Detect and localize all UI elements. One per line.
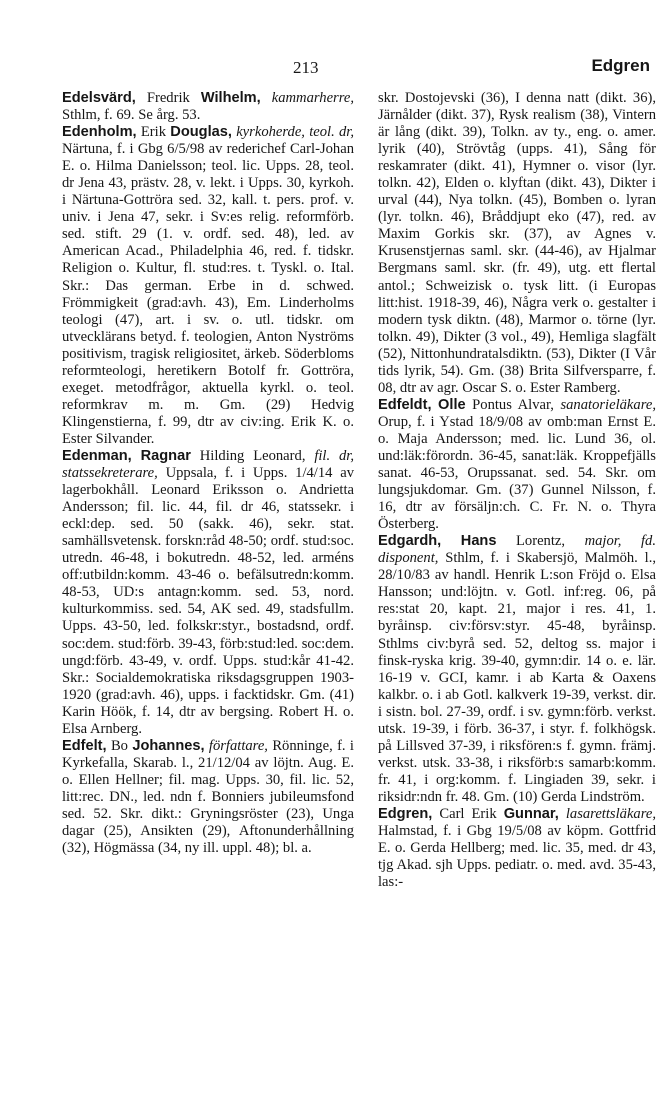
entry-text: skr. Dostojevski (36), I denna natt (dikt. 36), Järnålder (dikt. 37), Rysk realism (38), Vintern är lång (dikt. 39), Tolkn. av ty., eng. o. amer. lyrik (40), Strövtåg (upps. 41), Sång för reskamrater (dikt. 41), Hymner o. visor (lyr. tolkn. 42), Elden o. klyftan (dikt. 43), Dikter i urval (44), Nya tolkn. (45), Bomben o. lyran (lyr. tolkn. 46), Bråddjupt eko (47), red. av Maxim Gorkis skr. (37), av Agnes v. Krusenstjernas saml. skr. (44-46), av Hjalmar Bergmans saml. skr. (fr. 49), utg. ett flertal antol.; Schweizisk o. tysk litt. (i Europas litt:hist. 1918-39, 46), Några verk o. gestalter i modern tysk diktn. (48), Marmor o. törne (lyr. tolkn. 49), Dikter (3 vol., 49), Hemliga slagfält (52), Nittonhundratalsdiktn. (53), Dikter (I Vår tids lyrik, 54). Gm. (38) Brita Silfversparre, f. 08, dtr av agr. Oscar S. o. Ester Ramberg. — [378, 90, 656, 396]
entry-title: författare, — [208, 737, 268, 754]
right-column — [378, 90, 656, 891]
entry-text: Uppsala, f. i Upps. 1/4/14 av lagerbokhåll. Leonard Eriksson o. Andrietta Andersson; fil. lic. 44, fil. dr 46, statssekr. i eckl:dep. sed. 50 (sakk. 46), sekr. stat. samhällsvetensk. forskn:råd 48-50; ordf. stud:soc. utredn. 46-48, i bokutredn. 48-52, led. arméns off:utbildn:komm. 43-46 o. befälsutredn:komm. 48-53, UD:s antagn:komm. sed. 53, nord. kulturkommiss. sed. 54, AK sed. 49, stadsfullm. Upps. 43-50, led. folkskr:styr., bostadsnd, ordf. soc:dem. stud:förb. 39-43, förb:stud:led. soc:dem. ungd:förb. 43-49, v. ordf. Upps. stud:kår 41-42. Skr.: Socialdemokratiska riksdagsgruppen 1903-1920 (grad:avh. 46), upps. i facktidskr. Gm. (41) Karin Höök, f. 14, dtr av bergsing. Robert H. o. Elsa Arnberg. — [62, 465, 354, 737]
page-number: 213 — [293, 58, 319, 77]
entry-title: major, fd. disponent, — [378, 533, 656, 567]
entry-edelsvard — [62, 90, 354, 124]
entry-given-name: Hilding Leonard, — [199, 447, 306, 464]
entry-given-name: Bo — [110, 737, 128, 754]
running-head: Edgren — [591, 56, 650, 75]
entry-title: kammarherre, — [271, 90, 355, 106]
entry-call-name: Gunnar, — [503, 805, 559, 822]
entry-given-name: Erik — [140, 124, 167, 141]
entry-call-name: Douglas, — [170, 124, 232, 141]
entry-given-name: Fredrik — [146, 90, 190, 106]
entry-surname: Edelsvärd, — [62, 90, 136, 106]
entry-text: Halmstad, f. i Gbg 19/5/08 av köpm. Gottfrid E. o. Gerda Hellberg; med. lic. 35, med. dr 43, tjg Akad. sjh Upps. pediatr. o. med. avd. 35-43, las:- — [378, 823, 656, 891]
entry-given-name: Pontus Alvar, — [472, 396, 554, 413]
entry-given-name: Lorentz, — [516, 533, 566, 550]
entry-edgardh — [378, 533, 656, 806]
entry-text: Sthlm, f. i Skabersjö, Malmöh. l., 28/10/83 av handl. Henrik L:son Fröjd o. Elsa Hansson; und:löjtn. v. Gotl. inf:reg. 06, på res:stat 20, kapt. 21, major i res. 41, 1. byråinsp. civ:försv:styr. 45-48, byråinsp. Sthlms civ:byrå sed. 52, deltog ss. major i finsk-ryska krig. 39-40, gymn:dir. 14 o. e. lär. 16-19 v. GCI, kamr. i ab Karta & Oaxens kalkbr. o. i ab Gotl. kalkverk 19-39, verkst. dir. i sistn. bol. 27-39, ordf. i sv. gymn:förb. verkst. utsk. 19-39, i förb. 36-37, i styr. f. folkhögsk. på Lillsved 37-39, i riksfören:s f. gymn. främj. verkst. utsk. 33-38, i riksförb:s samarb:komm. fr. 41, i org:komm. f. Lingiaden 39, sekr. i riksidr:ndn fr. 48. Gm. (10) Gerda Lindström. — [378, 550, 656, 805]
entry-call-name: Johannes, — [132, 737, 205, 754]
entry-text: Närtuna, f. i Gbg 6/5/98 av rederichef Carl-Johan E. o. Hilma Danielsson; teol. lic. Upps. 28, teol. dr Jena 43, prästv. 28, v. lekt. i Upps. 30, kyrkoh. i Närtuna-Gottröra sed. 32, kall. t. pers. prof. v. univ. i Jena 47, sekr. i Sv:es relig. reformförb. sed. stift. 29 (1. v. ordf. sed. 48), led. av American Acad., Philadelphia 46, red. f. tidskr. Religion o. Kultur, fl. stud:res. t. Tyskl. o. Ital. Skr.: Das german. Erbe in d. schwed. Frömmigkeit (grad:avh. 43), Em. Linderholms teologi (47), art. i sv. o. utl. tidskr. om utvecklärans betyd. f. teologien, Anton Nyströms positivism, tragisk religiositet, ärkeb. Söderbloms reformteologi, heretikern Botolf fr. Gottröra, exeget. metodfrågor, aktuella kyrkl. o. teol. reformkrav m. m. Gm. (29) Hedvig Klingenstierna, f. 99, dtr av civ:ing. Erik K. o. Ester Silvander. — [62, 141, 354, 447]
entry-surname: Edgardh, — [378, 533, 442, 550]
entry-call-name: Hans — [460, 533, 497, 550]
entry-surname: Edgren, — [378, 805, 433, 822]
entry-surname: Edenman, — [62, 447, 132, 464]
left-column — [62, 90, 354, 857]
entry-surname: Edenholm, — [62, 124, 137, 141]
entry-edgren — [378, 806, 656, 891]
entry-text: Rönninge, f. i Kyrkefalla, Skarab. l., 21/12/04 av löjtn. Aug. E. o. Ellen Hellner; fil. mag. Upps. 30, fil. lic. 52, litt:rec. DN., led. ndn f. Bonniers jubileumsfond sed. 52. Skr. dikt.: Gryningsröster (23), Unga dagar (25), Ansikten (29), Aftonunderhållning (32), Högmässa (34, ny ill. uppl. 48); bl. a. — [62, 737, 354, 857]
entry-surname: Edfelt, — [62, 737, 107, 754]
entry-text: Sthlm, f. 69. Se årg. 53. — [62, 107, 201, 124]
entry-call-name: Ragnar — [140, 447, 191, 464]
entry-edfeldt — [378, 397, 656, 533]
entry-edfelt — [62, 738, 354, 857]
entry-title: kyrkoherde, teol. dr, — [236, 124, 355, 141]
entry-title: lasarettsläkare, — [565, 805, 656, 822]
entry-given-name: Carl Erik — [439, 805, 497, 822]
entry-edenholm — [62, 124, 354, 448]
entry-title: sanatorieläkare, — [560, 396, 656, 413]
entry-edenman — [62, 448, 354, 738]
entry-edfelt-continued — [378, 90, 656, 397]
entry-text: Orup, f. i Ystad 18/9/08 av omb:man Ernst E. o. Maja Andersson; med. lic. Lund 36, ol. und:läk:förordn. 36-45, sanat:läk. Kroppefjälls sanat. 46-53, Orupssanat. sed. 54. Skr. om lungsjukdomar. Gm. (37) Gunnel Nilsson, f. 16, dtr av försäljn:ch. C. Fr. N. o. Thyra Österberg. — [378, 413, 656, 533]
entry-title: fil. dr, statssekreterare, — [62, 447, 354, 482]
entry-call-name: Olle — [438, 396, 466, 413]
entry-surname: Edfeldt, — [378, 396, 432, 413]
entry-call-name: Wilhelm, — [200, 90, 261, 106]
